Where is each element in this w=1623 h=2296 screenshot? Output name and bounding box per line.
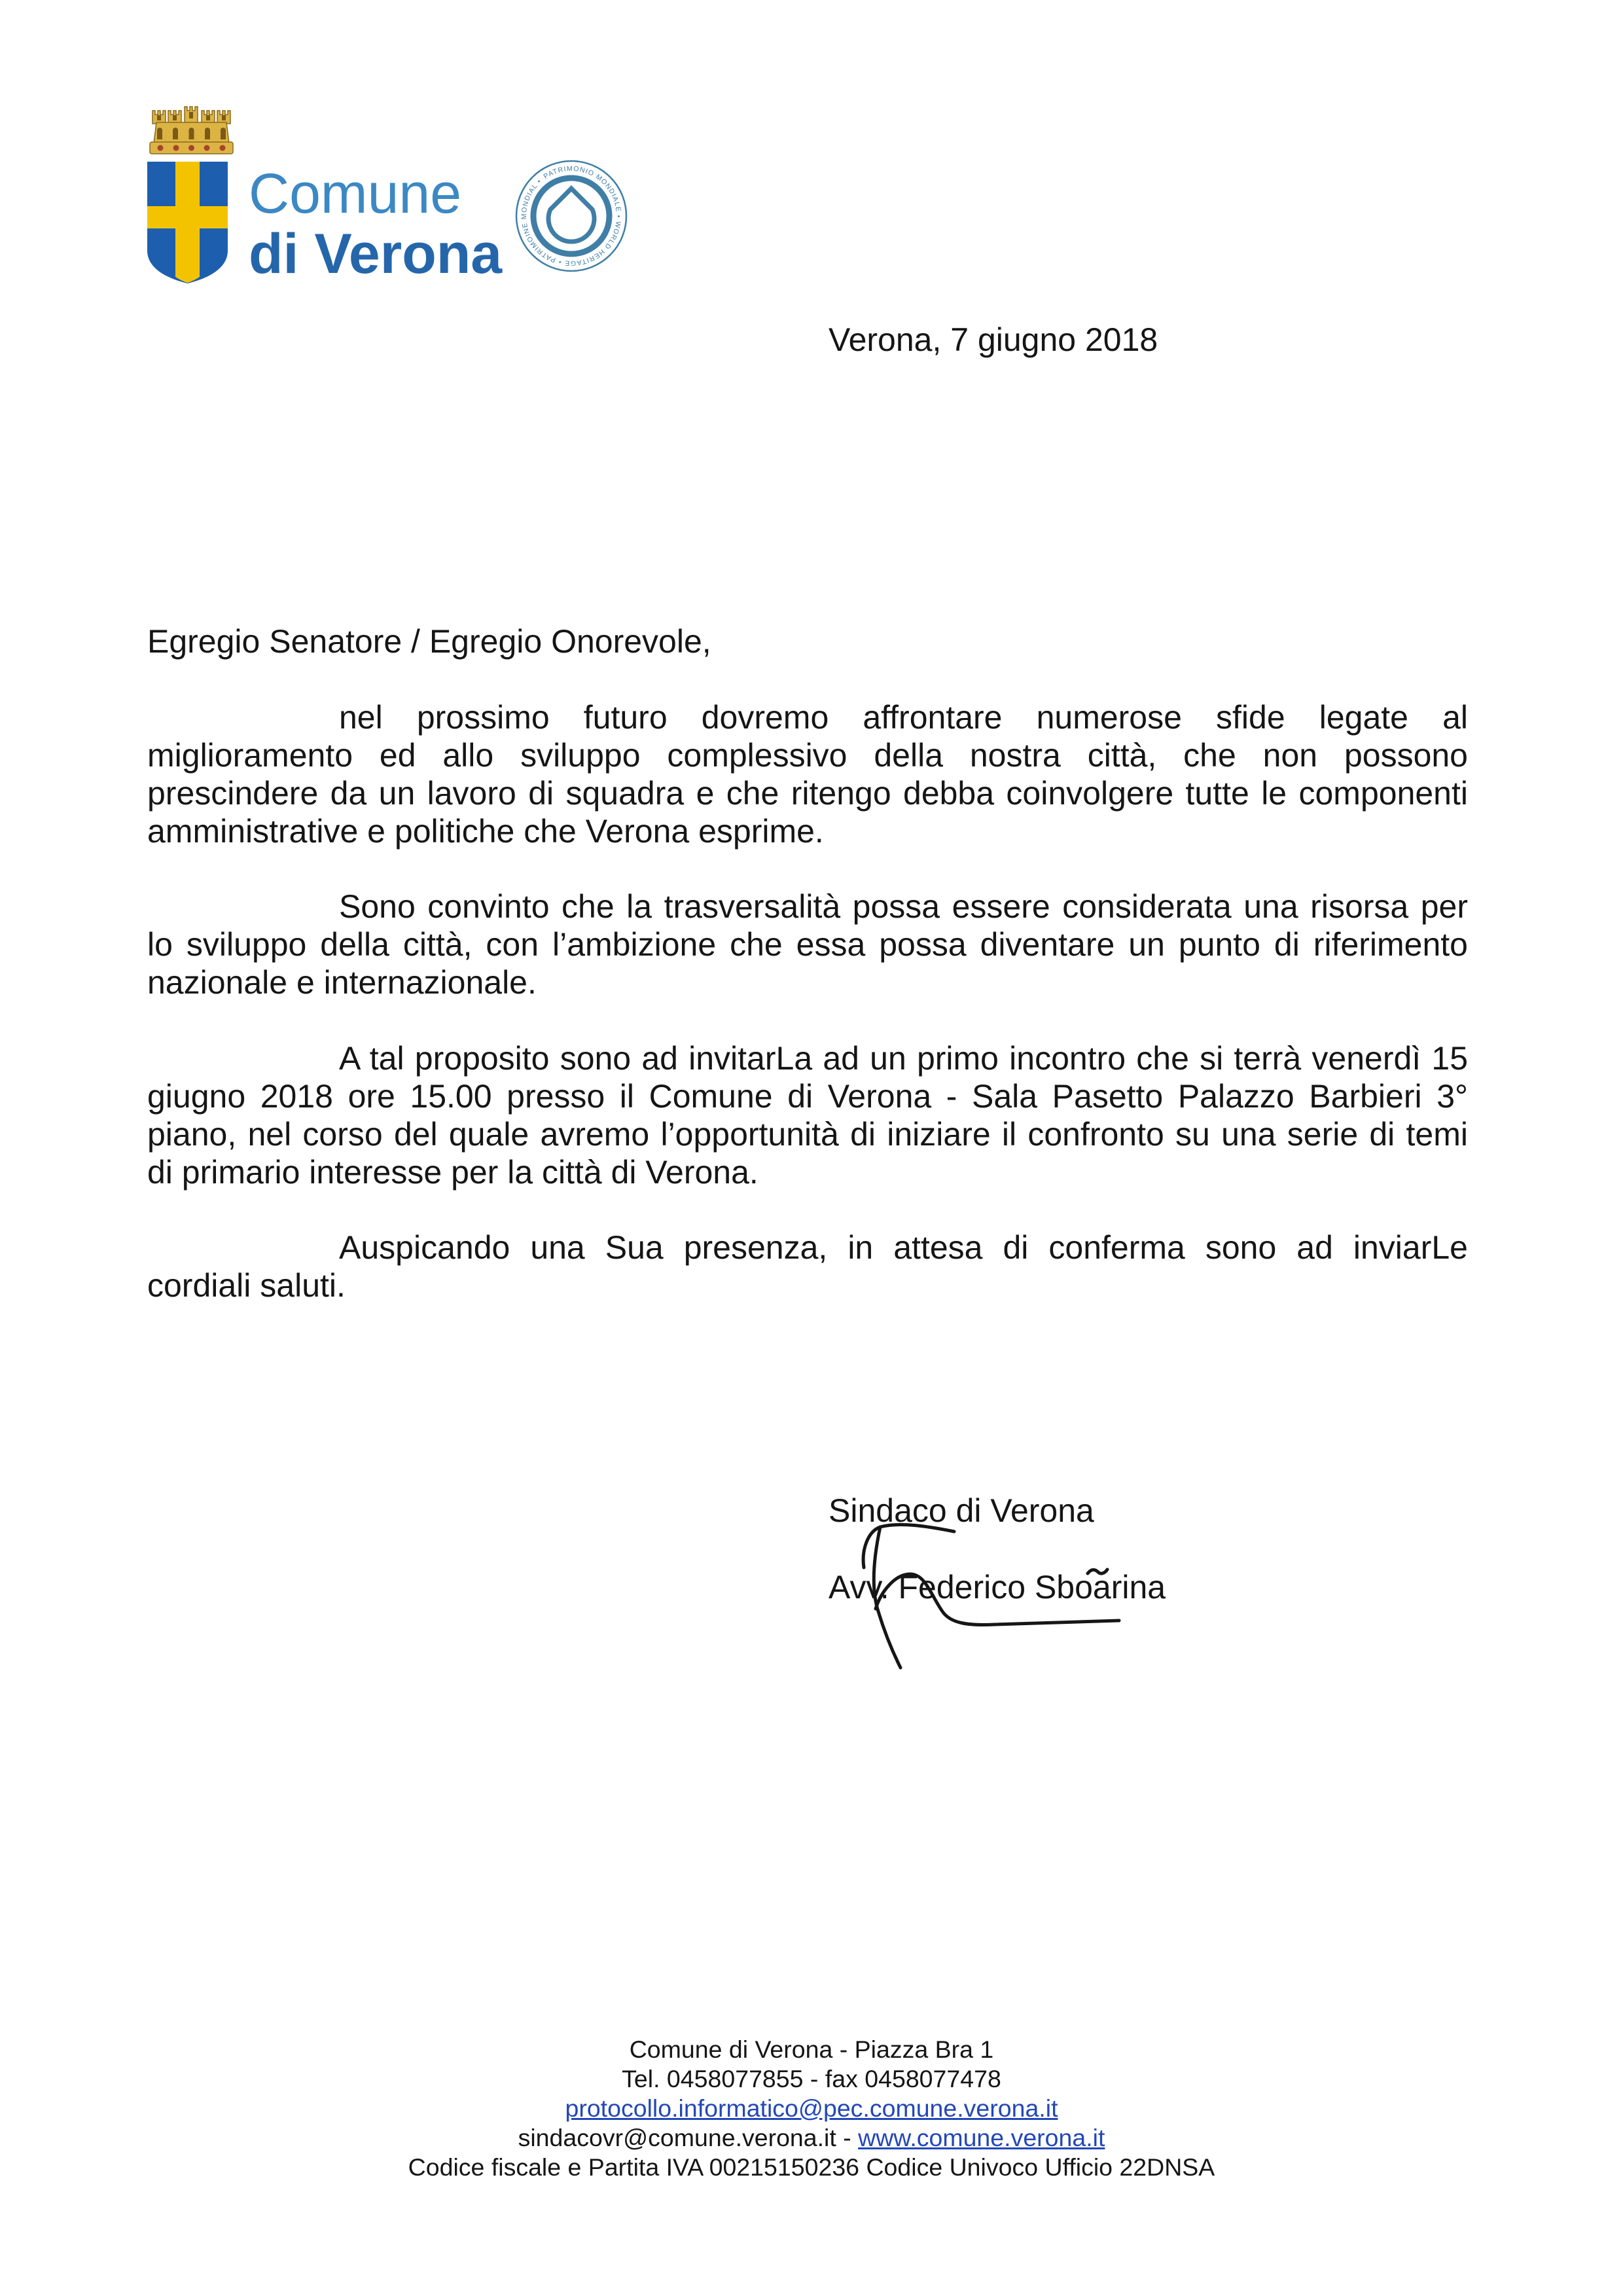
footer-separator: - [836, 2124, 859, 2151]
logo-title-line2: di Verona [249, 223, 503, 285]
signatory-name: Avv. Federico Sboarina [829, 1569, 1166, 1605]
paragraph-line: prescindere da un lavoro di squadra e che ritengo debba coinvolgere tutte le componenti [147, 774, 1468, 812]
paragraph-line: Auspicando una Sua presenza, in attesa di conferma sono ad inviarLe [339, 1229, 1468, 1266]
paragraph-line: di primario interesse per la città di Verona. [147, 1153, 758, 1191]
website-link[interactable]: www.comune.verona.it [858, 2124, 1105, 2151]
footer-contact-line [0, 2123, 1623, 2153]
paragraph-line: amministrative e politiche che Verona esprime. [147, 812, 824, 850]
paragraph-line: lo sviluppo della città, con l’ambizione che essa possa diventare un punto di riferimento [147, 926, 1468, 963]
paragraph-line: giugno 2018 ore 15.00 presso il Comune di Verona - Sala Pasetto Palazzo Barbieri 3° [147, 1077, 1468, 1115]
crown-icon [150, 107, 233, 154]
paragraph-spacer [147, 850, 1468, 888]
paragraph-line: piano, nel corso del quale avremo l’opportunità di iniziare il confronto su una serie di temi [147, 1115, 1468, 1153]
paragraph-line: A tal proposito sono ad invitarLa ad un primo incontro che si terrà venerdì 15 [339, 1039, 1468, 1077]
letter-date: Verona, 7 giugno 2018 [829, 321, 1158, 358]
logo-title-line1: Comune [249, 162, 462, 225]
emblem-ring-textpath: PATRIMONIO MONDIALE • WORLD HERITAGE • PATRIMOINE MONDIAL • [520, 164, 623, 268]
paragraph-line: nel prossimo futuro dovremo affrontare numerose sfide legate al [339, 698, 1468, 736]
footer-fiscal-info: Codice fiscale e Partita IVA 00215150236 Codice Univoco Ufficio 22DNSA [408, 2153, 1215, 2181]
verona-crest-logo [147, 103, 236, 286]
salutation: Egregio Senatore / Egregio Onorevole, [147, 623, 711, 660]
paragraph-1 [147, 699, 1468, 851]
shield-icon [147, 162, 228, 283]
letterhead-footer [0, 2035, 1623, 2182]
footer-phone-fax: Tel. 0458077855 - fax 0458077478 [622, 2065, 1001, 2092]
paragraph-line: nazionale e internazionale. [147, 964, 537, 1001]
paragraph-3 [147, 1040, 1468, 1192]
footer-pec-line [0, 2094, 1623, 2123]
paragraph-4 [147, 1229, 1468, 1305]
paragraph-spacer [147, 1002, 1468, 1040]
letter-body [147, 623, 1468, 1305]
cross-horizontal-bar [147, 206, 228, 228]
paragraph-line: cordiali saluti. [147, 1267, 346, 1304]
paragraph-line: miglioramento ed allo sviluppo complessivo della nostra città, che non possono [147, 736, 1468, 774]
paragraph-spacer [147, 661, 1468, 699]
pec-email-link[interactable]: protocollo.informatico@pec.comune.verona.it [565, 2094, 1058, 2122]
paragraph-spacer [147, 1192, 1468, 1230]
paragraph-line: Sono convinto che la trasversalità possa essere considerata una risorsa per [339, 888, 1468, 925]
signatory-title: Sindaco di Verona [829, 1492, 1094, 1529]
mayor-email: sindacovr@comune.verona.it [518, 2124, 836, 2151]
world-heritage-emblem-icon [514, 158, 629, 274]
paragraph-2 [147, 888, 1468, 1002]
footer-address: Comune di Verona - Piazza Bra 1 [629, 2036, 994, 2063]
